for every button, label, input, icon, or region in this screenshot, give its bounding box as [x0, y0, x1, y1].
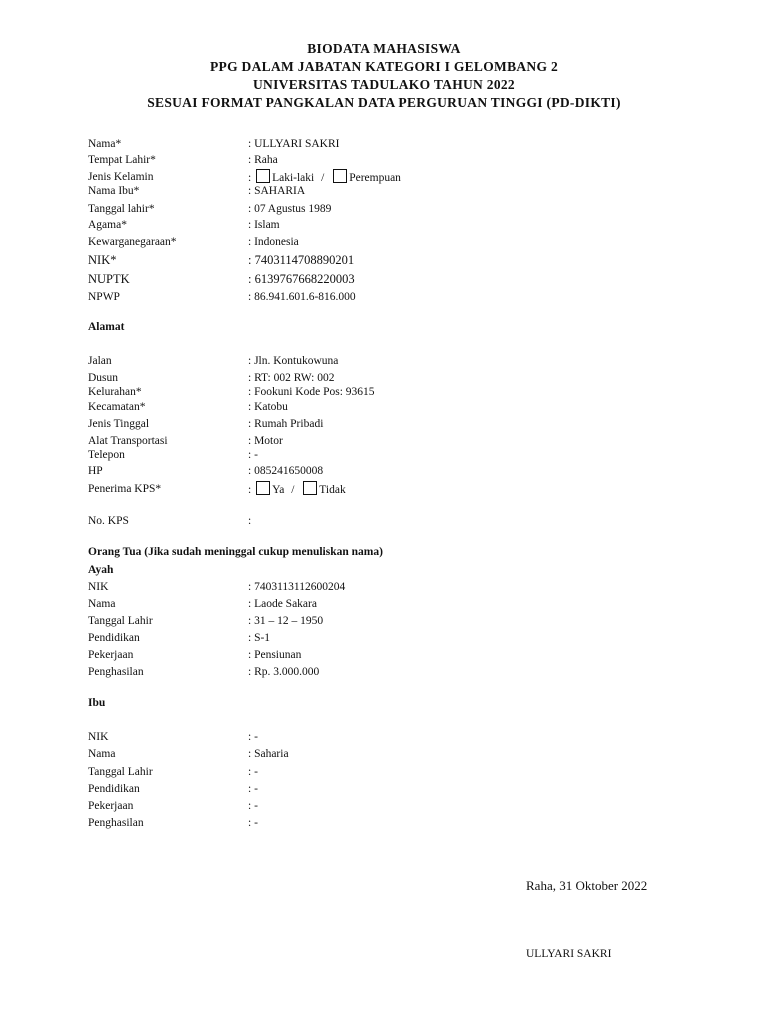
title-line-1: BIODATA MAHASISWA — [307, 41, 461, 56]
label: Pendidikan — [88, 783, 140, 795]
label: Tanggal Lahir — [88, 766, 153, 778]
value: : 86.941.601.6-816.000 — [248, 291, 356, 303]
value: : SAHARIA — [248, 185, 306, 197]
label: NUPTK — [88, 272, 130, 286]
row-ayah-tanggal-lahir — [88, 613, 688, 629]
value: : Motor — [248, 435, 283, 447]
label: Pekerjaan — [88, 800, 134, 812]
label: Penerima KPS* — [88, 483, 162, 495]
value: : 07 Agustus 1989 — [248, 203, 332, 215]
row-npwp — [88, 289, 688, 305]
signer-name: ULLYARI SAKRI — [526, 948, 612, 960]
value: : ULLYARI SAKRI — [248, 138, 340, 150]
value: : Indonesia — [248, 236, 299, 248]
label: Tanggal lahir* — [88, 203, 155, 215]
value-group — [248, 481, 346, 498]
row-hp — [88, 463, 688, 479]
label: NIK* — [88, 253, 117, 267]
value: : RT: 002 RW: 002 — [248, 372, 335, 384]
row-kecamatan — [88, 399, 688, 415]
value: : Islam — [248, 219, 280, 231]
label: Jalan — [88, 355, 112, 367]
title-line-3: UNIVERSITAS TADULAKO TAHUN 2022 — [253, 77, 515, 92]
place-date: Raha, 31 Oktober 2022 — [526, 878, 648, 893]
label: Nama — [88, 598, 116, 610]
value: : 7403113112600204 — [248, 581, 346, 593]
row-ibu-pekerjaan — [88, 798, 688, 814]
subsection-title-ayah: Ayah — [88, 564, 114, 576]
label: NPWP — [88, 291, 120, 303]
label: Kelurahan* — [88, 386, 142, 398]
row-agama — [88, 217, 688, 233]
label: Tempat Lahir* — [88, 154, 156, 166]
label: Agama* — [88, 219, 127, 231]
row-penerima-kps — [88, 481, 688, 497]
label: Kecamatan* — [88, 401, 146, 413]
colon: : — [248, 484, 252, 496]
value: : — [248, 515, 252, 527]
row-kelurahan — [88, 384, 688, 400]
label: Nama Ibu* — [88, 185, 140, 197]
row-ayah-nama — [88, 596, 688, 612]
separator: / — [291, 484, 295, 496]
row-nik — [88, 252, 688, 268]
label: Nama — [88, 748, 116, 760]
label: No. KPS — [88, 515, 129, 527]
option-ya: Ya — [272, 484, 285, 496]
row-tanggal-lahir — [88, 201, 688, 217]
subsection-title-ibu: Ibu — [88, 697, 106, 709]
row-ibu-nik — [88, 729, 688, 745]
option-tidak: Tidak — [319, 484, 346, 496]
value: : 7403114708890201 — [248, 253, 355, 267]
checkbox-laki-laki[interactable] — [256, 169, 270, 183]
row-ayah-pendidikan — [88, 630, 688, 646]
label: Tanggal Lahir — [88, 615, 153, 627]
row-ayah-pekerjaan — [88, 647, 688, 663]
value: : S-1 — [248, 632, 271, 644]
checkbox-ya[interactable] — [256, 481, 270, 495]
value: : - — [248, 449, 258, 461]
value: : Katobu — [248, 401, 288, 413]
row-ayah-nik — [88, 579, 688, 595]
value: : 31 – 12 – 1950 — [248, 615, 324, 627]
checkbox-tidak[interactable] — [303, 481, 317, 495]
separator: / — [321, 172, 325, 184]
row-no-kps — [88, 513, 688, 529]
value: : Pensiunan — [248, 649, 302, 661]
label: Pekerjaan — [88, 649, 134, 661]
value: : Laode Sakara — [248, 598, 317, 610]
value: : - — [248, 817, 258, 829]
value: : Rp. 3.000.000 — [248, 666, 320, 678]
value: : - — [248, 766, 258, 778]
value: : 6139767668220003 — [248, 272, 355, 286]
label: Kewarganegaraan* — [88, 236, 177, 248]
label: Telepon — [88, 449, 125, 461]
label: Nama* — [88, 138, 122, 150]
value: : - — [248, 800, 258, 812]
row-nuptk — [88, 271, 688, 287]
row-kewarganegaraan — [88, 234, 688, 250]
value: : 085241650008 — [248, 465, 324, 477]
value: : Fookuni Kode Pos: 93615 — [248, 386, 375, 398]
value: : - — [248, 783, 258, 795]
label: Jenis Kelamin — [88, 171, 154, 183]
row-ayah-penghasilan — [88, 664, 688, 680]
label: Dusun — [88, 372, 119, 384]
row-nama — [88, 136, 688, 152]
option-perempuan: Perempuan — [349, 172, 401, 184]
row-ibu-tanggal-lahir — [88, 764, 688, 780]
row-tempat-lahir — [88, 152, 688, 168]
row-telepon — [88, 447, 688, 463]
label: Pendidikan — [88, 632, 140, 644]
value: : Jln. Kontukowuna — [248, 355, 339, 367]
label: Penghasilan — [88, 666, 144, 678]
value: : - — [248, 731, 258, 743]
row-ibu-penghasilan — [88, 815, 688, 831]
row-jenis-tinggal — [88, 416, 688, 432]
value: : Raha — [248, 154, 278, 166]
row-ibu-pendidikan — [88, 781, 688, 797]
label: Jenis Tinggal — [88, 418, 150, 430]
title-line-2: PPG DALAM JABATAN KATEGORI I GELOMBANG 2 — [209, 59, 558, 74]
section-title-alamat: Alamat — [88, 321, 125, 333]
label: NIK — [88, 581, 109, 593]
label: Alat Transportasi — [88, 435, 168, 447]
checkbox-perempuan[interactable] — [333, 169, 347, 183]
title-line-4: SESUAI FORMAT PANGKALAN DATA PERGURUAN TINGGI (PD-DIKTI) — [147, 95, 621, 110]
row-ibu-nama — [88, 746, 688, 762]
value: : Rumah Pribadi — [248, 418, 324, 430]
option-laki-laki: Laki-laki — [272, 172, 315, 184]
label: Penghasilan — [88, 817, 144, 829]
label: HP — [88, 465, 103, 477]
value: : Saharia — [248, 748, 289, 760]
colon: : — [248, 172, 252, 184]
row-nama-ibu — [88, 183, 688, 199]
section-title-orang-tua: Orang Tua (Jika sudah meninggal cukup menuliskan nama) — [88, 546, 383, 558]
row-jalan — [88, 353, 688, 369]
label: NIK — [88, 731, 109, 743]
